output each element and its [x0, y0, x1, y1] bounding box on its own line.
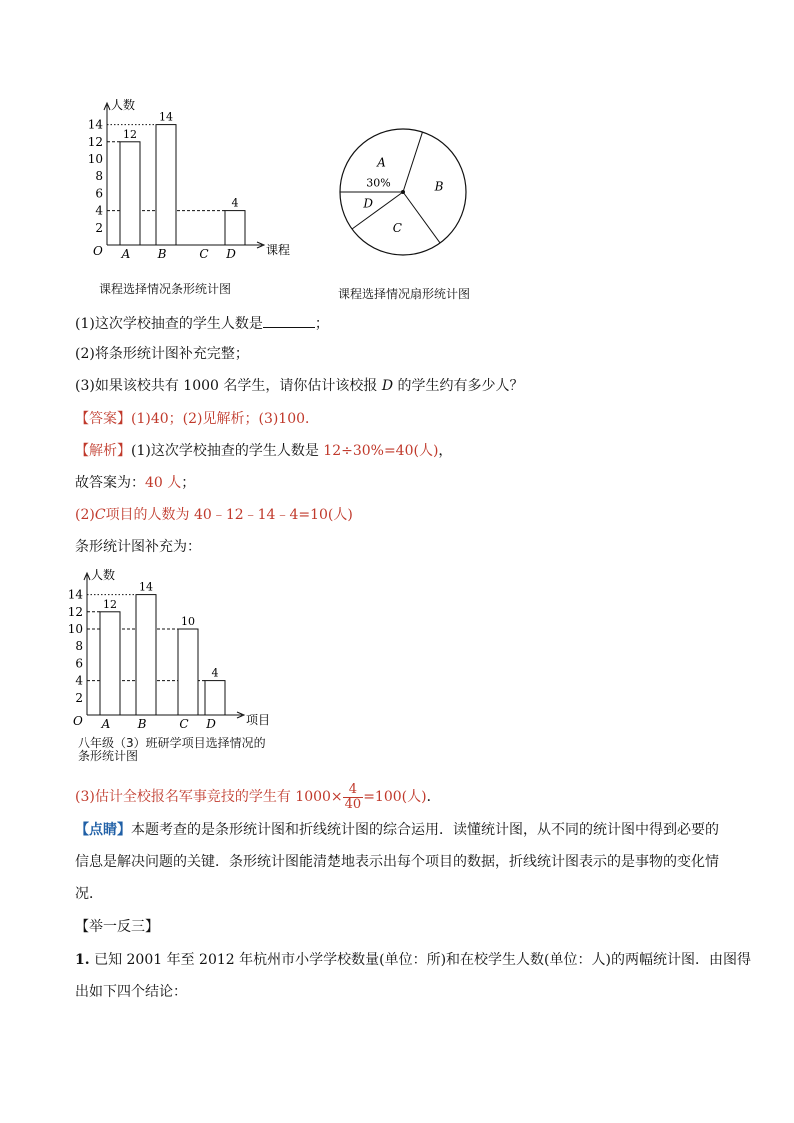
pie-label-C: C: [392, 221, 402, 236]
analysis-label: 【解析】: [75, 443, 131, 459]
bar3-category-D: D: [206, 717, 216, 731]
bar1-bar-B: [156, 125, 176, 245]
bar3-x-label: 项目: [246, 713, 271, 727]
bar1-category-A: A: [121, 247, 131, 261]
bar1-y-tick-4: 4: [95, 203, 103, 218]
bar1-y-tick-10: 10: [87, 152, 103, 166]
analysis-line-5: (3)估计全校报名军事竞技的学生有 1000× $\frac{4}{40}$ =100(人)．: [75, 781, 441, 812]
pie-chart-caption: 课程选择情况扇形统计图: [338, 287, 471, 301]
bar1-origin-label: O: [93, 244, 103, 258]
bar3-bar-B: [136, 595, 156, 715]
bar3-origin-label: O: [73, 714, 83, 728]
bar1-y-label: 人数: [111, 98, 136, 112]
question-2: (2)将条形统计图补充完整；: [75, 346, 249, 362]
bar1-bar-A: [120, 142, 140, 245]
completed-bar-chart: [60, 565, 290, 735]
comment-line-1: 【点睛】本题考查的是条形统计图和折线统计图的综合运用．读懂统计图，从不同的统计图中得到必要的: [75, 822, 719, 838]
bar3-y-tick-10: 10: [67, 622, 83, 636]
bar3-y-tick-6: 6: [75, 656, 83, 671]
pie-label-D: D: [363, 196, 374, 211]
course-bar-chart: [80, 95, 310, 265]
analysis-line-2: 故答案为：40 人；: [75, 475, 196, 491]
analysis-line-3: (2)C项目的人数为 40﹣12﹣14﹣4=10(人): [75, 507, 353, 523]
bar1-data-label-D: 4: [231, 196, 239, 210]
pie-label-B: B: [434, 179, 444, 194]
comment-line-2: 信息是解决问题的关键．条形统计图能清楚地表示出每个项目的数据，折线统计图表示的是事物的变化情: [75, 854, 719, 870]
bar1-data-label-A: 12: [123, 127, 137, 141]
answer-line: 【答案】(1)40；(2)见解析；(3)100．: [75, 411, 320, 427]
bar3-bar-C: [178, 629, 198, 715]
bar1-category-B: B: [157, 247, 167, 261]
bar3-data-label-D: 4: [211, 666, 219, 680]
bar3-y-label: 人数: [91, 568, 116, 582]
bar1-y-tick-2: 2: [95, 220, 103, 235]
pie-annotation-A: 30%: [366, 176, 391, 190]
bar3-data-label-C: 10: [181, 615, 195, 628]
bar3-data-label-B: 14: [139, 580, 153, 594]
bar3-category-A: A: [101, 717, 111, 731]
bar3-y-tick-4: 4: [75, 673, 83, 688]
answer-label: 【答案】: [75, 411, 131, 427]
bar3-data-label-A: 12: [103, 597, 117, 611]
bar3-y-tick-12: 12: [67, 604, 83, 619]
course-pie-chart: [330, 115, 480, 265]
fraction-4-over-40: $\frac{4}{40}$: [344, 781, 362, 812]
bar1-bar-D: [225, 211, 245, 245]
bar1-x-label: 课程: [266, 243, 291, 257]
comment-line-3: 况．: [75, 886, 103, 902]
bar3-category-C: C: [179, 717, 189, 731]
completed-bar-chart-caption: 八年级（3）班研学项目选择情况的 条形统计图: [78, 736, 266, 763]
pie-label-A: A: [377, 155, 386, 170]
bar3-bar-A: [100, 612, 120, 715]
question-3: (3)如果该校共有 1000 名学生，请你估计该校报 D 的学生约有多少人？: [75, 378, 524, 394]
bar1-y-tick-14: 14: [87, 117, 103, 132]
bar1-category-C: C: [199, 247, 209, 261]
question-1: (1)这次学校抽查的学生人数是 ；: [75, 313, 329, 334]
answer-blank: [263, 313, 315, 328]
pie-center: [401, 190, 405, 194]
analysis-line-1: 【解析】(1)这次学校抽查的学生人数是 12÷30%=40(人)，: [75, 443, 453, 459]
bar-chart-caption: 课程选择情况条形统计图: [99, 282, 232, 296]
bar1-category-D: D: [226, 247, 236, 261]
bar1-data-label-B: 14: [159, 110, 173, 124]
bar1-y-tick-6: 6: [95, 186, 103, 201]
section-heading: 【举一反三】: [75, 919, 159, 935]
bar3-category-B: B: [137, 717, 147, 731]
bar1-y-tick-8: 8: [95, 169, 103, 184]
bar3-y-tick-14: 14: [67, 587, 83, 602]
bar3-y-tick-8: 8: [75, 639, 83, 654]
problem-1-line-1: 1. 已知 2001 年至 2012 年杭州市小学学校数量(单位：所)和在校学生人数(单位：人)的两幅统计图．由图得: [75, 952, 751, 968]
problem-1-line-2: 出如下四个结论：: [75, 984, 187, 1000]
comment-label: 【点睛】: [75, 822, 131, 838]
analysis-line-4: 条形统计图补充为：: [75, 539, 201, 555]
bar1-y-tick-12: 12: [87, 134, 103, 149]
bar3-bar-D: [205, 681, 225, 715]
bar3-y-tick-2: 2: [75, 690, 83, 705]
